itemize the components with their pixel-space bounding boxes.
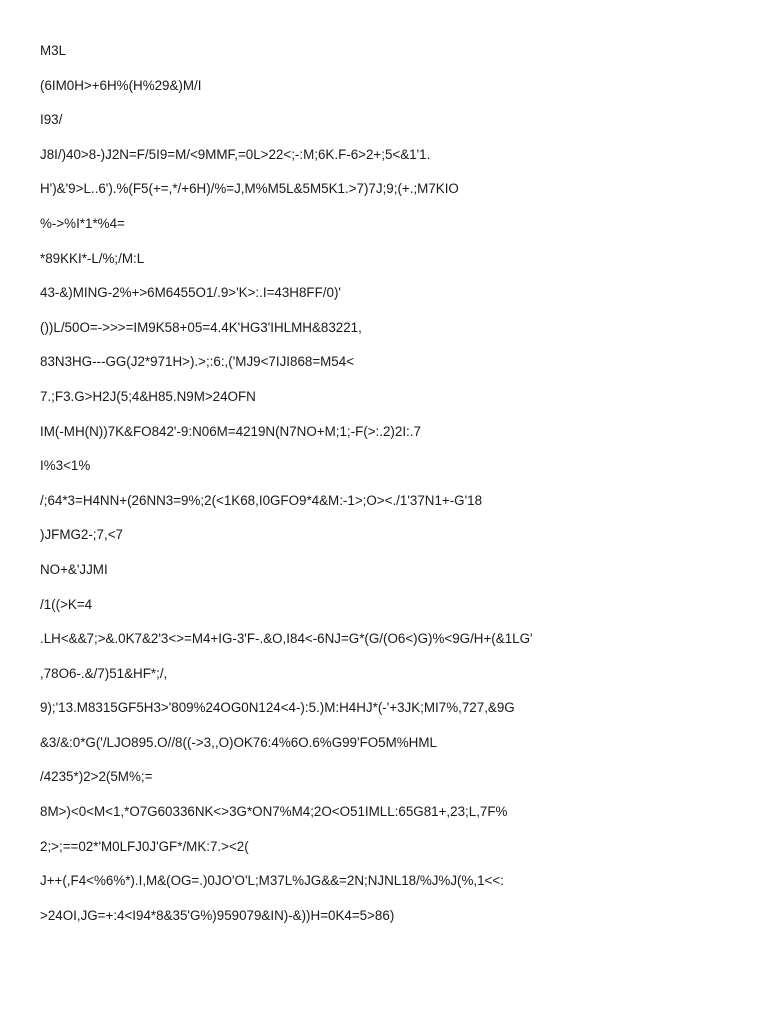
text-line: I93/ — [40, 112, 63, 128]
text-line: ,78O6-.&/7)51&HF*;/, — [40, 665, 168, 681]
text-line: >24OI,JG=+:4<I94*8&35'G%)959079&IN)-&))H=0K4=5>86) — [40, 907, 395, 923]
text-line: 43-&)MING-2%+>6M6455O1/.9>'K>:.I=43H8FF/0)' — [40, 285, 341, 301]
text-line: NO+&'JJMI — [40, 561, 108, 577]
text-line: J8I/)40>8-)J2N=F/5I9=M/<9MMF,=0L>22<;-:M;6K.F-6>2+;5<&1'1. — [40, 146, 431, 162]
text-line: H')&'9>L..6').%(F5(+=,*/+6H)/%=J,M%M5L&5M5K1.>7)7J;9;(+.;M7KIO — [40, 181, 459, 197]
text-line: 7.;F3.G>H2J(5;4&H85.N9M>24OFN — [40, 388, 256, 404]
text-line: %->%I*1*%4= — [40, 215, 125, 231]
text-line: M3L — [40, 43, 67, 58]
text-line: 83N3HG---GG(J2*971H>).>;:6:,('MJ9<7IJI868=M54< — [40, 354, 355, 370]
text-line: )JFMG2-;7,<7 — [40, 527, 123, 543]
text-line: 2;>;==02*'M0LFJ0J'GF*/MK:7.><2( — [40, 838, 249, 854]
text-line: 8M>)<0<M<1,*O7G60336NK<>3G*ON7%M4;2O<O51IMLL:65G81+,23;L,7F% — [40, 804, 508, 820]
text-line: 9);'13.M8315GF5H3>'809%24OG0N124<4-):5.)M:H4HJ*(-'+3JK;MI7%,727,&9G — [40, 700, 515, 716]
text-line: /;64*3=H4NN+(26NN3=9%;2(<1K68,I0GFO9*4&M:-1>;O><./1'37N1+-G'18 — [40, 492, 483, 508]
text-line: J++(,F4<%6%*).I,M&(OG=.)0JO'O'L;M37L%JG&&=2N;NJNL18/%J%J(%,1<<: — [40, 873, 504, 889]
text-line: I%3<1% — [40, 458, 91, 474]
text-line: ())L/50O=->>>=IM9K58+05=4.4K'HG3'IHLMH&83221, — [40, 319, 362, 335]
text-line: (6IM0H>+6H%(H%29&)M/I — [40, 77, 202, 93]
text-line: /1((>K=4 — [40, 596, 93, 612]
text-line: .LH<&&7;>&.0K7&2'3<>=M4+IG-3'F-.&O,I84<-6NJ=G*(G/(O6<)G)%<9G/H+(&1LG' — [40, 631, 533, 647]
text-line: /4235*)2>2(5M%;= — [40, 769, 153, 785]
text-line: *89KKI*-L/%;/M:L — [40, 250, 145, 266]
text-line: &3/&:0*G('/LJO895.O//8((->3,,O)OK76:4%6O.6%G99'FO5M%HML — [40, 734, 437, 750]
text-line: IM(-MH(N))7K&FO842'-9:N06M=4219N(N7NO+M;1;-F(>:.2)2I:.7 — [40, 423, 421, 439]
text-lines — [40, 41, 533, 940]
